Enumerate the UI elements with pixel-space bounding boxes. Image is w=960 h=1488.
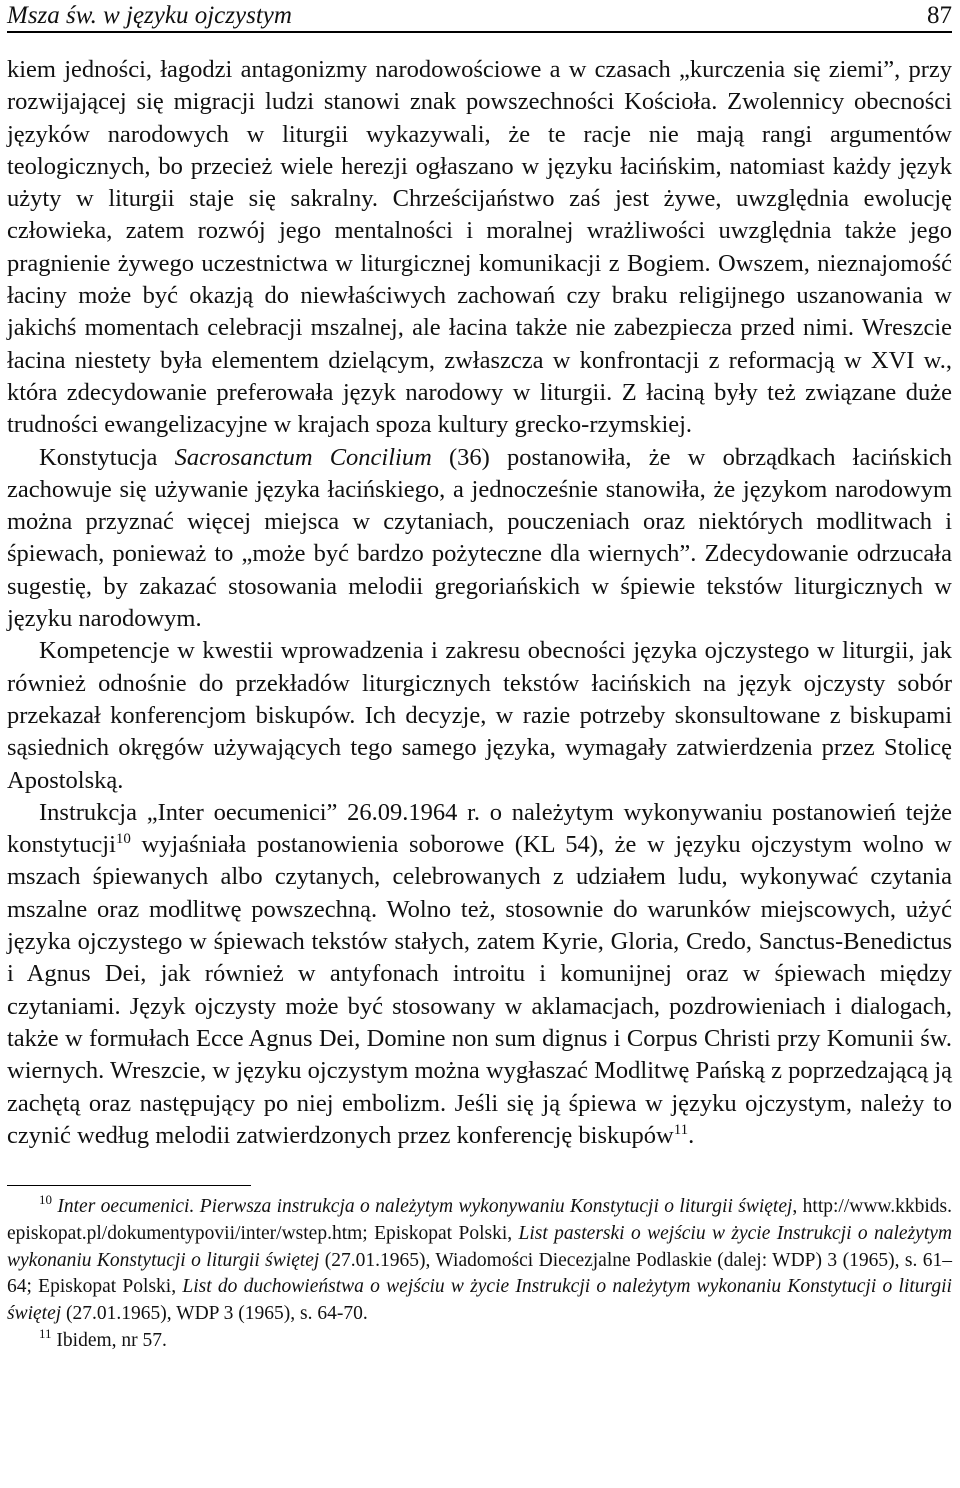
paragraph-2-text-a: Konstytucja — [39, 443, 175, 471]
footnote-11 — [7, 1328, 952, 1355]
paragraph-4-text-b: wyjaśniała postanowienia soborowe (KL 54), że w języku ojczystym wolno w mszach śpiewanych albo czytanych, celebrowanych z udziałem ludu, wykonywać czytania mszalne oraz modlitwę powszechną. Wolno też, stosownie do warunków miejscowych, użyć języka ojczystego w śpiewach tekstów stałych, zatem Kyrie, Gloria, Credo, Sanctus-Benedictus i Agnus Dei, jak również w antyfonach introitu i komunijnej oraz w śpiewach między czytaniami. Język ojczysty może być stosowany w aklamacjach, pozdrowieniach i dialogach, także w formułach Ecce Agnus Dei, Domine non sum dignus i Corpus Christi przy Komunii św. wiernych. Wreszcie, w języku ojczystym można wygłaszać Modlitwę Pańską z poprzedzającą ją zachętą oraz następujący po niej embolizm. Jeśli się ją śpiewa w języku ojczystym, należy to czynić według melodii zatwierdzonych przez konferencję biskupów — [7, 831, 952, 1149]
document-title-italic: Sacrosanctum Concilium — [174, 443, 432, 471]
footnotes — [7, 1194, 952, 1355]
footnote-text-1: , http://www.kkbids. episkopat.pl/dokumentypovii/inter/wstep.htm; Episkopat Polski, — [7, 1196, 952, 1244]
running-title: Msza św. w języku ojczystym — [7, 2, 292, 29]
paragraph-4 — [7, 797, 952, 1152]
body-text — [7, 54, 952, 1152]
running-header — [7, 0, 952, 33]
footnote-divider — [7, 1185, 251, 1186]
footnote-italic-1: Inter oecumenici. Pierwsza instrukcja o należytym wykonywaniu Konstytucji o liturgii świętej — [57, 1196, 793, 1218]
paragraph-1-text: kiem jedności, łagodzi antagonizmy narodowościowe a w czasach „kurczenia się ziemi”, przy rozwijającej się migracji ludzi stanowi znak powszechności Kościoła. Zwolennicy obecności języków narodowych w liturgii wykazywali, że te racje nie mają rangi argumentów teologicznych, bo przecież wiele herezji ogłaszano w języku łacińskim, natomiast każdy język użyty w liturgii staje się sakralny. Chrześcijaństwo zaś jest żywe, uwzględnia ewolucję człowieka, zatem rozwój jego mentalności i moralnej wrażliwości uwzględnia także jego pragnienie żywego uczestnictwa w liturgicznej komunikacji z Bogiem. Owszem, nieznajomość łaciny może być okazją do niewłaściwych zachowań czy braku religijnego uszanowania w jakichś momentach celebracji mszalnej, ale łacina także nie zabezpiecza przed nimi. Wreszcie łacina niestety była elementem dzielącym, zwłaszcza w konfrontacji z reformacją w XVI w., która zdecydowanie preferowała język narodowy w liturgii. Z łaciną były też związane duże trudności ewangelizacyjne w krajach spoza kultury grecko-rzymskiej. — [7, 56, 952, 439]
footnote-number: 11 — [39, 1326, 52, 1342]
footnote-italic-3: List do duchowieństwa o wejściu w życie Instrukcji o należytym wykonaniu Konstytucji o liturgii świętej — [7, 1276, 952, 1325]
paragraph-4-text-c: . — [688, 1121, 695, 1149]
footnote-text-2: (27.01.1965), Wiadomości Diecezjalne Podlaskie (dalej: WDP) 3 (1965), s. 61–64; Episkopat Polski, — [7, 1249, 952, 1298]
paragraph-3-text: Kompetencje w kwestii wprowadzenia i zakresu obecności języka ojczystego w liturgii, jak również odnośnie do przekładów liturgicznych tekstów łacińskich na język ojczysty sobór przekazał konferencjom biskupów. Ich decyzje, w razie potrzeby skonsultowane z biskupami sąsiednich okręgów używających tego samego języka, wymagały zatwierdzenia przez Stolicę Apostolską. — [7, 637, 952, 794]
paragraph-2-text-b: (36) postanowiła, że w obrządkach łacińskich zachowuje się używanie języka łacińskiego, a jednocześnie stanowiła, że językom narodowym można przyznać więcej miejsca w czytaniach, pouczeniach oraz niektórych modlitwach i śpiewach, ponieważ to „może być bardzo pożyteczne dla wiernych”. Zdecydowanie odrzucała sugestię, by zakazać stosowania melodii gregoriańskich w śpiewie tekstów liturgicznych w języku narodowym. — [7, 443, 952, 633]
page-number: 87 — [927, 2, 952, 29]
paragraph-1 — [7, 54, 952, 442]
paragraph-3 — [7, 635, 952, 796]
footnote-number: 10 — [39, 1192, 52, 1208]
paragraph-2 — [7, 442, 952, 636]
footnote-text-3: (27.01.1965), WDP 3 (1965), s. 64-70. — [61, 1303, 368, 1325]
footnote-10 — [7, 1194, 952, 1328]
footnote-text-1: Ibidem, nr 57. — [51, 1330, 167, 1352]
paragraph-4-text-a: Instrukcja „Inter oecumenici” 26.09.1964 r. o należytym wykonywaniu postanowień tejże konstytucji — [7, 798, 952, 859]
footnote-ref-10[interactable]: 10 — [115, 831, 131, 848]
footnote-italic-2: List pasterski o wejściu w życie Instrukcji o należytym wykonaniu Konstytucji o liturgii świętej — [7, 1222, 952, 1271]
footnote-ref-11[interactable]: 11 — [673, 1121, 689, 1138]
